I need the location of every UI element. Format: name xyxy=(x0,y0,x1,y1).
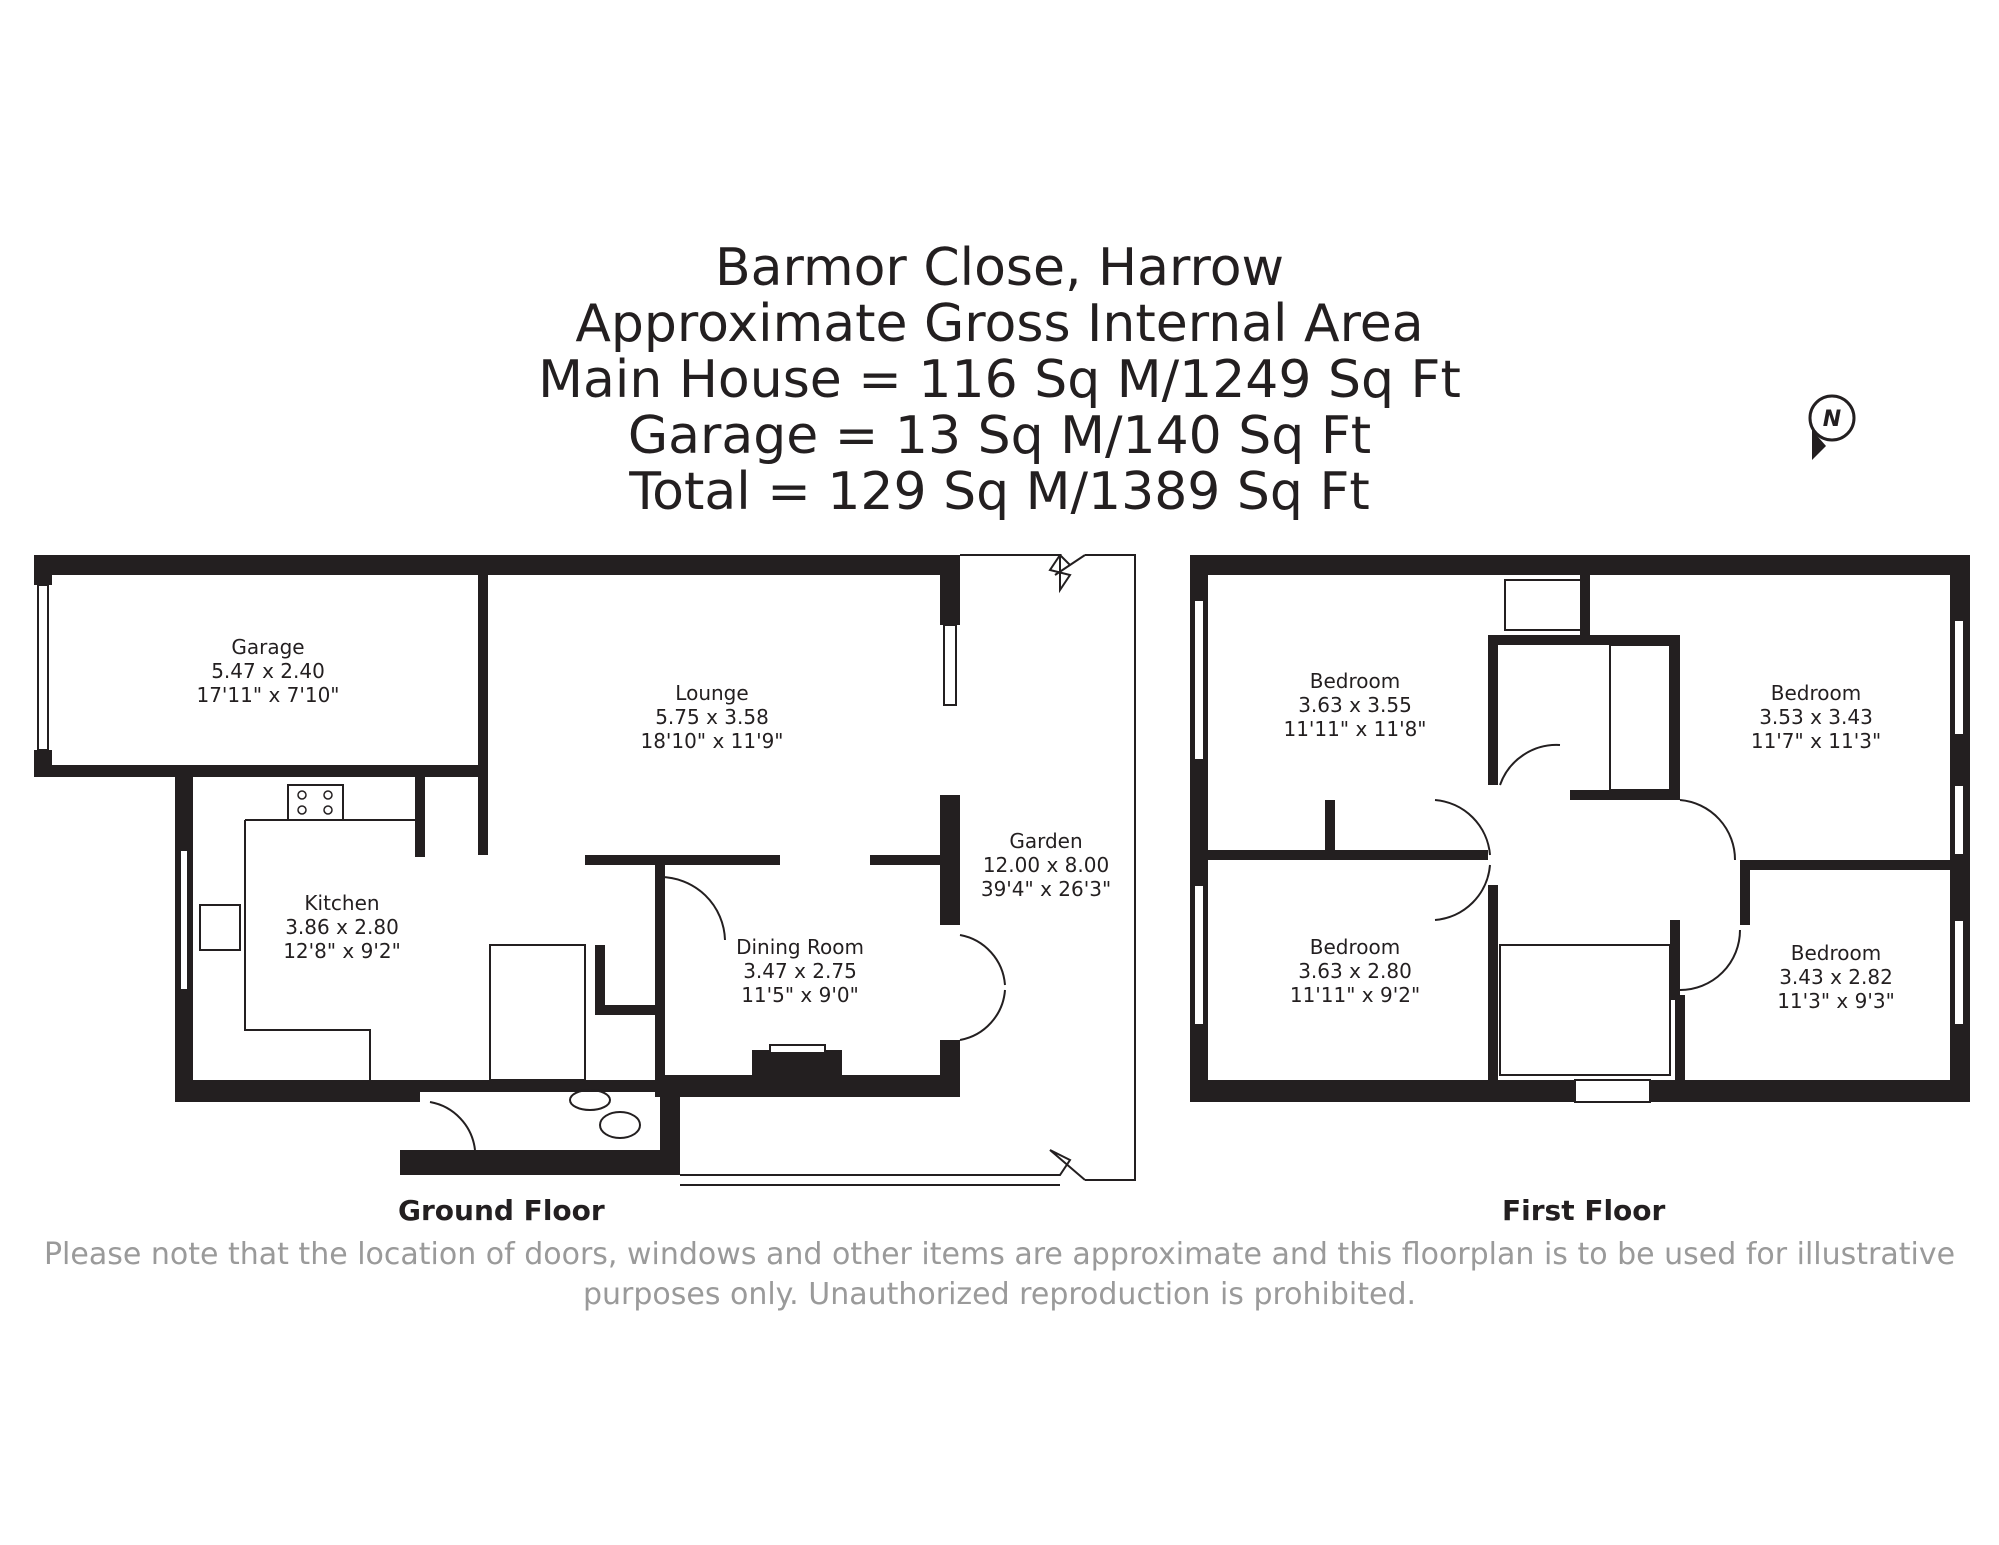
first-floor-label: First Floor xyxy=(1502,1194,1666,1227)
svg-text:Bedroom: Bedroom xyxy=(1309,935,1401,959)
ground-floor-label: Ground Floor xyxy=(398,1194,605,1227)
svg-text:Garden: Garden xyxy=(1009,829,1083,853)
title-line-total: Total = 129 Sq M/1389 Sq Ft xyxy=(629,462,1370,522)
svg-text:11'11" x 9'2": 11'11" x 9'2" xyxy=(1289,983,1421,1007)
compass-north-icon xyxy=(1810,396,1854,460)
ground-floor-plan xyxy=(34,555,1135,1185)
room-label-garage xyxy=(196,635,339,707)
title-line-garage: Garage = 13 Sq M/140 Sq Ft xyxy=(627,406,1372,466)
title-line-address: Barmor Close, Harrow xyxy=(714,238,1285,298)
svg-text:Garage: Garage xyxy=(231,635,305,659)
svg-text:Lounge: Lounge xyxy=(675,681,749,705)
svg-text:3.63 x 2.80: 3.63 x 2.80 xyxy=(1298,959,1412,983)
svg-text:12.00 x 8.00: 12.00 x 8.00 xyxy=(982,853,1110,877)
svg-text:11'11" x 11'8": 11'11" x 11'8" xyxy=(1283,717,1427,741)
room-label-bedroom-3 xyxy=(1290,935,1420,1007)
room-label-bedroom-1 xyxy=(1283,669,1426,741)
title-line-area-heading: Approximate Gross Internal Area xyxy=(575,294,1424,354)
room-label-garden xyxy=(981,829,1111,901)
room-label-bedroom-2 xyxy=(1751,681,1881,753)
disclaimer-line-2: purposes only. Unauthorized reproduction is prohibited. xyxy=(582,1277,1417,1312)
room-label-bedroom-4 xyxy=(1777,941,1895,1013)
svg-text:Bedroom: Bedroom xyxy=(1309,669,1401,693)
svg-text:11'3" x 9'3": 11'3" x 9'3" xyxy=(1777,989,1895,1013)
svg-text:3.43 x 2.82: 3.43 x 2.82 xyxy=(1779,965,1893,989)
svg-text:3.86 x 2.80: 3.86 x 2.80 xyxy=(285,915,399,939)
svg-text:18'10" x 11'9": 18'10" x 11'9" xyxy=(640,729,784,753)
svg-text:11'7" x 11'3": 11'7" x 11'3" xyxy=(1750,729,1882,753)
svg-text:Bedroom: Bedroom xyxy=(1790,941,1882,965)
svg-text:Kitchen: Kitchen xyxy=(304,891,380,915)
svg-text:5.75 x 3.58: 5.75 x 3.58 xyxy=(655,705,769,729)
room-label-dining-room xyxy=(736,935,864,1007)
svg-text:3.63 x 3.55: 3.63 x 3.55 xyxy=(1298,693,1412,717)
room-label-lounge xyxy=(640,681,783,753)
room-label-kitchen xyxy=(283,891,401,963)
svg-text:39'4" x 26'3": 39'4" x 26'3" xyxy=(980,877,1112,901)
svg-text:5.47 x 2.40: 5.47 x 2.40 xyxy=(211,659,325,683)
svg-text:12'8" x 9'2": 12'8" x 9'2" xyxy=(283,939,401,963)
first-floor-plan xyxy=(1190,555,1970,1102)
svg-text:Dining Room: Dining Room xyxy=(736,935,864,959)
svg-text:3.47 x 2.75: 3.47 x 2.75 xyxy=(743,959,857,983)
title-line-main-house: Main House = 116 Sq M/1249 Sq Ft xyxy=(538,350,1461,410)
disclaimer-line-1: Please note that the location of doors, windows and other items are approximate and this floorplan is to be used for illustrative xyxy=(43,1237,1956,1272)
compass-label: N xyxy=(1822,407,1842,432)
svg-text:3.53 x 3.43: 3.53 x 3.43 xyxy=(1759,705,1873,729)
svg-text:Bedroom: Bedroom xyxy=(1770,681,1862,705)
svg-text:11'5" x 9'0": 11'5" x 9'0" xyxy=(741,983,859,1007)
svg-text:17'11" x 7'10": 17'11" x 7'10" xyxy=(196,683,340,707)
